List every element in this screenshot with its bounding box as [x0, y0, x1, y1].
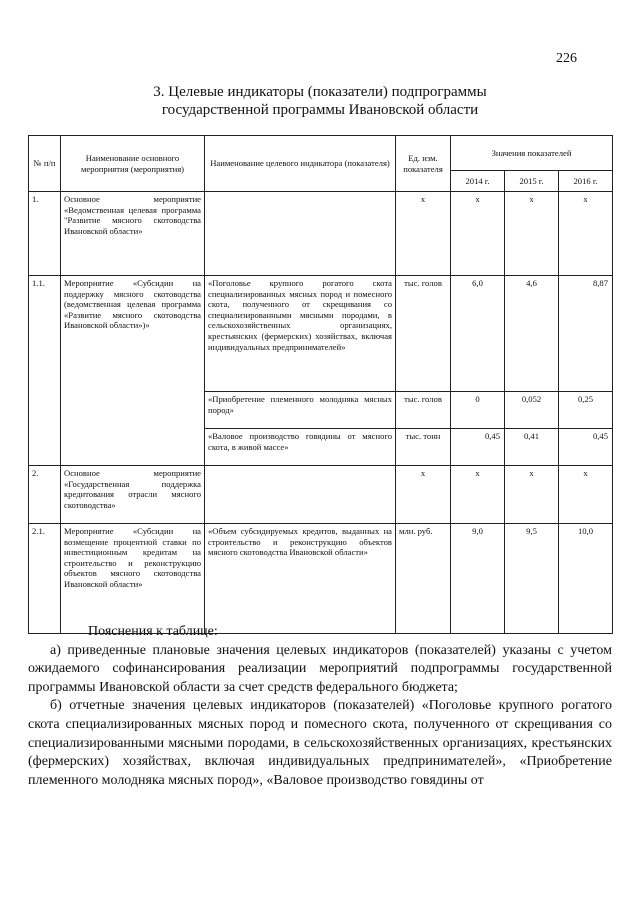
row-value-2014: х: [451, 466, 505, 524]
table-row: [29, 524, 613, 634]
row-num: 1.: [29, 192, 61, 276]
row-value-2016: 10,0: [559, 524, 613, 634]
row-unit: х: [396, 466, 451, 524]
header-num: № п/п: [29, 136, 61, 192]
notes-paragraph-a: а) приведенные плановые значения целевых индикаторов (показателей) указаны с учетом ожидаемого софинансирования реализации мероприятий подпрограммы государственной программы Ивановской области за счет средств федерального бюджета;: [28, 642, 612, 695]
table-row: [29, 276, 613, 392]
row-indicator: «Приобретение племенного молодняка мясных пород»: [205, 392, 396, 429]
row-num: 2.1.: [29, 524, 61, 634]
row-event: Мероприятие «Субсидии на возмещение процентной ставки по инвестиционным кредитам на строительство и реконструкцию объектов мясного скотоводства Ивановской области»: [61, 524, 205, 634]
row-value-2014: 0,45: [451, 429, 505, 466]
notes-paragraph-b: б) отчетные значения целевых индикаторов (показателей) «Поголовье крупного рогатого скота специализированных мясных пород и помесного скота, полученного от скрещивания со специализированными мясными породами, в сельскохозяйственных организациях, крестьянских (фермерских) хозяйствах, включая индивидуальных предпринимателей», «Приобретение племенного молодняка мясных пород», «Валовое производство говядины от: [28, 698, 612, 788]
notes-heading: Пояснения к таблице:: [88, 624, 218, 639]
row-unit: тыс. голов: [396, 276, 451, 392]
row-num: 1.1.: [29, 276, 61, 466]
row-value-2015: 0,052: [505, 392, 559, 429]
row-value-2014: 9,0: [451, 524, 505, 634]
header-year-2015: 2015 г.: [505, 171, 559, 192]
header-indicator: Наименование целевого индикатора (показателя): [205, 136, 396, 192]
title-line-1: 3. Целевые индикаторы (показатели) подпрограммы: [153, 84, 487, 100]
row-indicator: «Поголовье крупного рогатого скота специализированных мясных пород и помесного скота, полученного от скрещивания со специализированными мясными породами, в сельскохозяйственных организациях, крестьянских (фермерских) хозяйствах, включая индивидуальных предпринимателей»: [205, 276, 396, 392]
page-title: [0, 83, 640, 119]
header-year-2014: 2014 г.: [451, 171, 505, 192]
header-values: Значения показателей: [451, 136, 613, 171]
row-indicator: «Валовое производство говядины от мясного скота, в живой массе»: [205, 429, 396, 466]
header-event: Наименование основного мероприятия (мероприятия): [61, 136, 205, 192]
row-value-2015: 9,5: [505, 524, 559, 634]
row-unit: х: [396, 192, 451, 276]
indicators-table: [28, 135, 613, 634]
row-num: 2.: [29, 466, 61, 524]
page-number: 226: [556, 51, 577, 66]
row-value-2016: х: [559, 192, 613, 276]
row-event: Мероприятие «Субсидии на поддержку мясного скотоводства (ведомственная целевая программа «Развитие мясного скотоводства Ивановской области»)»: [61, 276, 205, 466]
row-value-2015: 4,6: [505, 276, 559, 392]
row-value-2016: 0,25: [559, 392, 613, 429]
row-indicator: [205, 466, 396, 524]
table-notes: [28, 623, 612, 790]
row-indicator: [205, 192, 396, 276]
row-value-2015: 0,41: [505, 429, 559, 466]
row-unit: тыс. тонн: [396, 429, 451, 466]
table-row: [29, 192, 613, 276]
row-indicator: «Объем субсидируемых кредитов, выданных на строительство и реконструкцию объектов мясного скотоводства Ивановской области»: [205, 524, 396, 634]
row-value-2014: х: [451, 192, 505, 276]
row-value-2014: 0: [451, 392, 505, 429]
row-value-2014: 6,0: [451, 276, 505, 392]
row-unit: тыс. голов: [396, 392, 451, 429]
row-value-2016: 0,45: [559, 429, 613, 466]
table-row: [29, 466, 613, 524]
title-line-2: государственной программы Ивановской области: [161, 102, 479, 118]
row-value-2016: 8,87: [559, 276, 613, 392]
table-header-row: [29, 136, 613, 171]
row-value-2015: х: [505, 466, 559, 524]
row-unit: млн. руб.: [396, 524, 451, 634]
header-year-2016: 2016 г.: [559, 171, 613, 192]
row-event: Основное мероприятие «Государственная поддержка кредитования отрасли мясного скотоводства»: [61, 466, 205, 524]
row-value-2016: х: [559, 466, 613, 524]
row-value-2015: х: [505, 192, 559, 276]
header-unit: Ед. изм. показателя: [396, 136, 451, 192]
row-event: Основное мероприятие «Ведомственная целевая программа "Развитие мясного скотоводства Ивановской области»: [61, 192, 205, 276]
